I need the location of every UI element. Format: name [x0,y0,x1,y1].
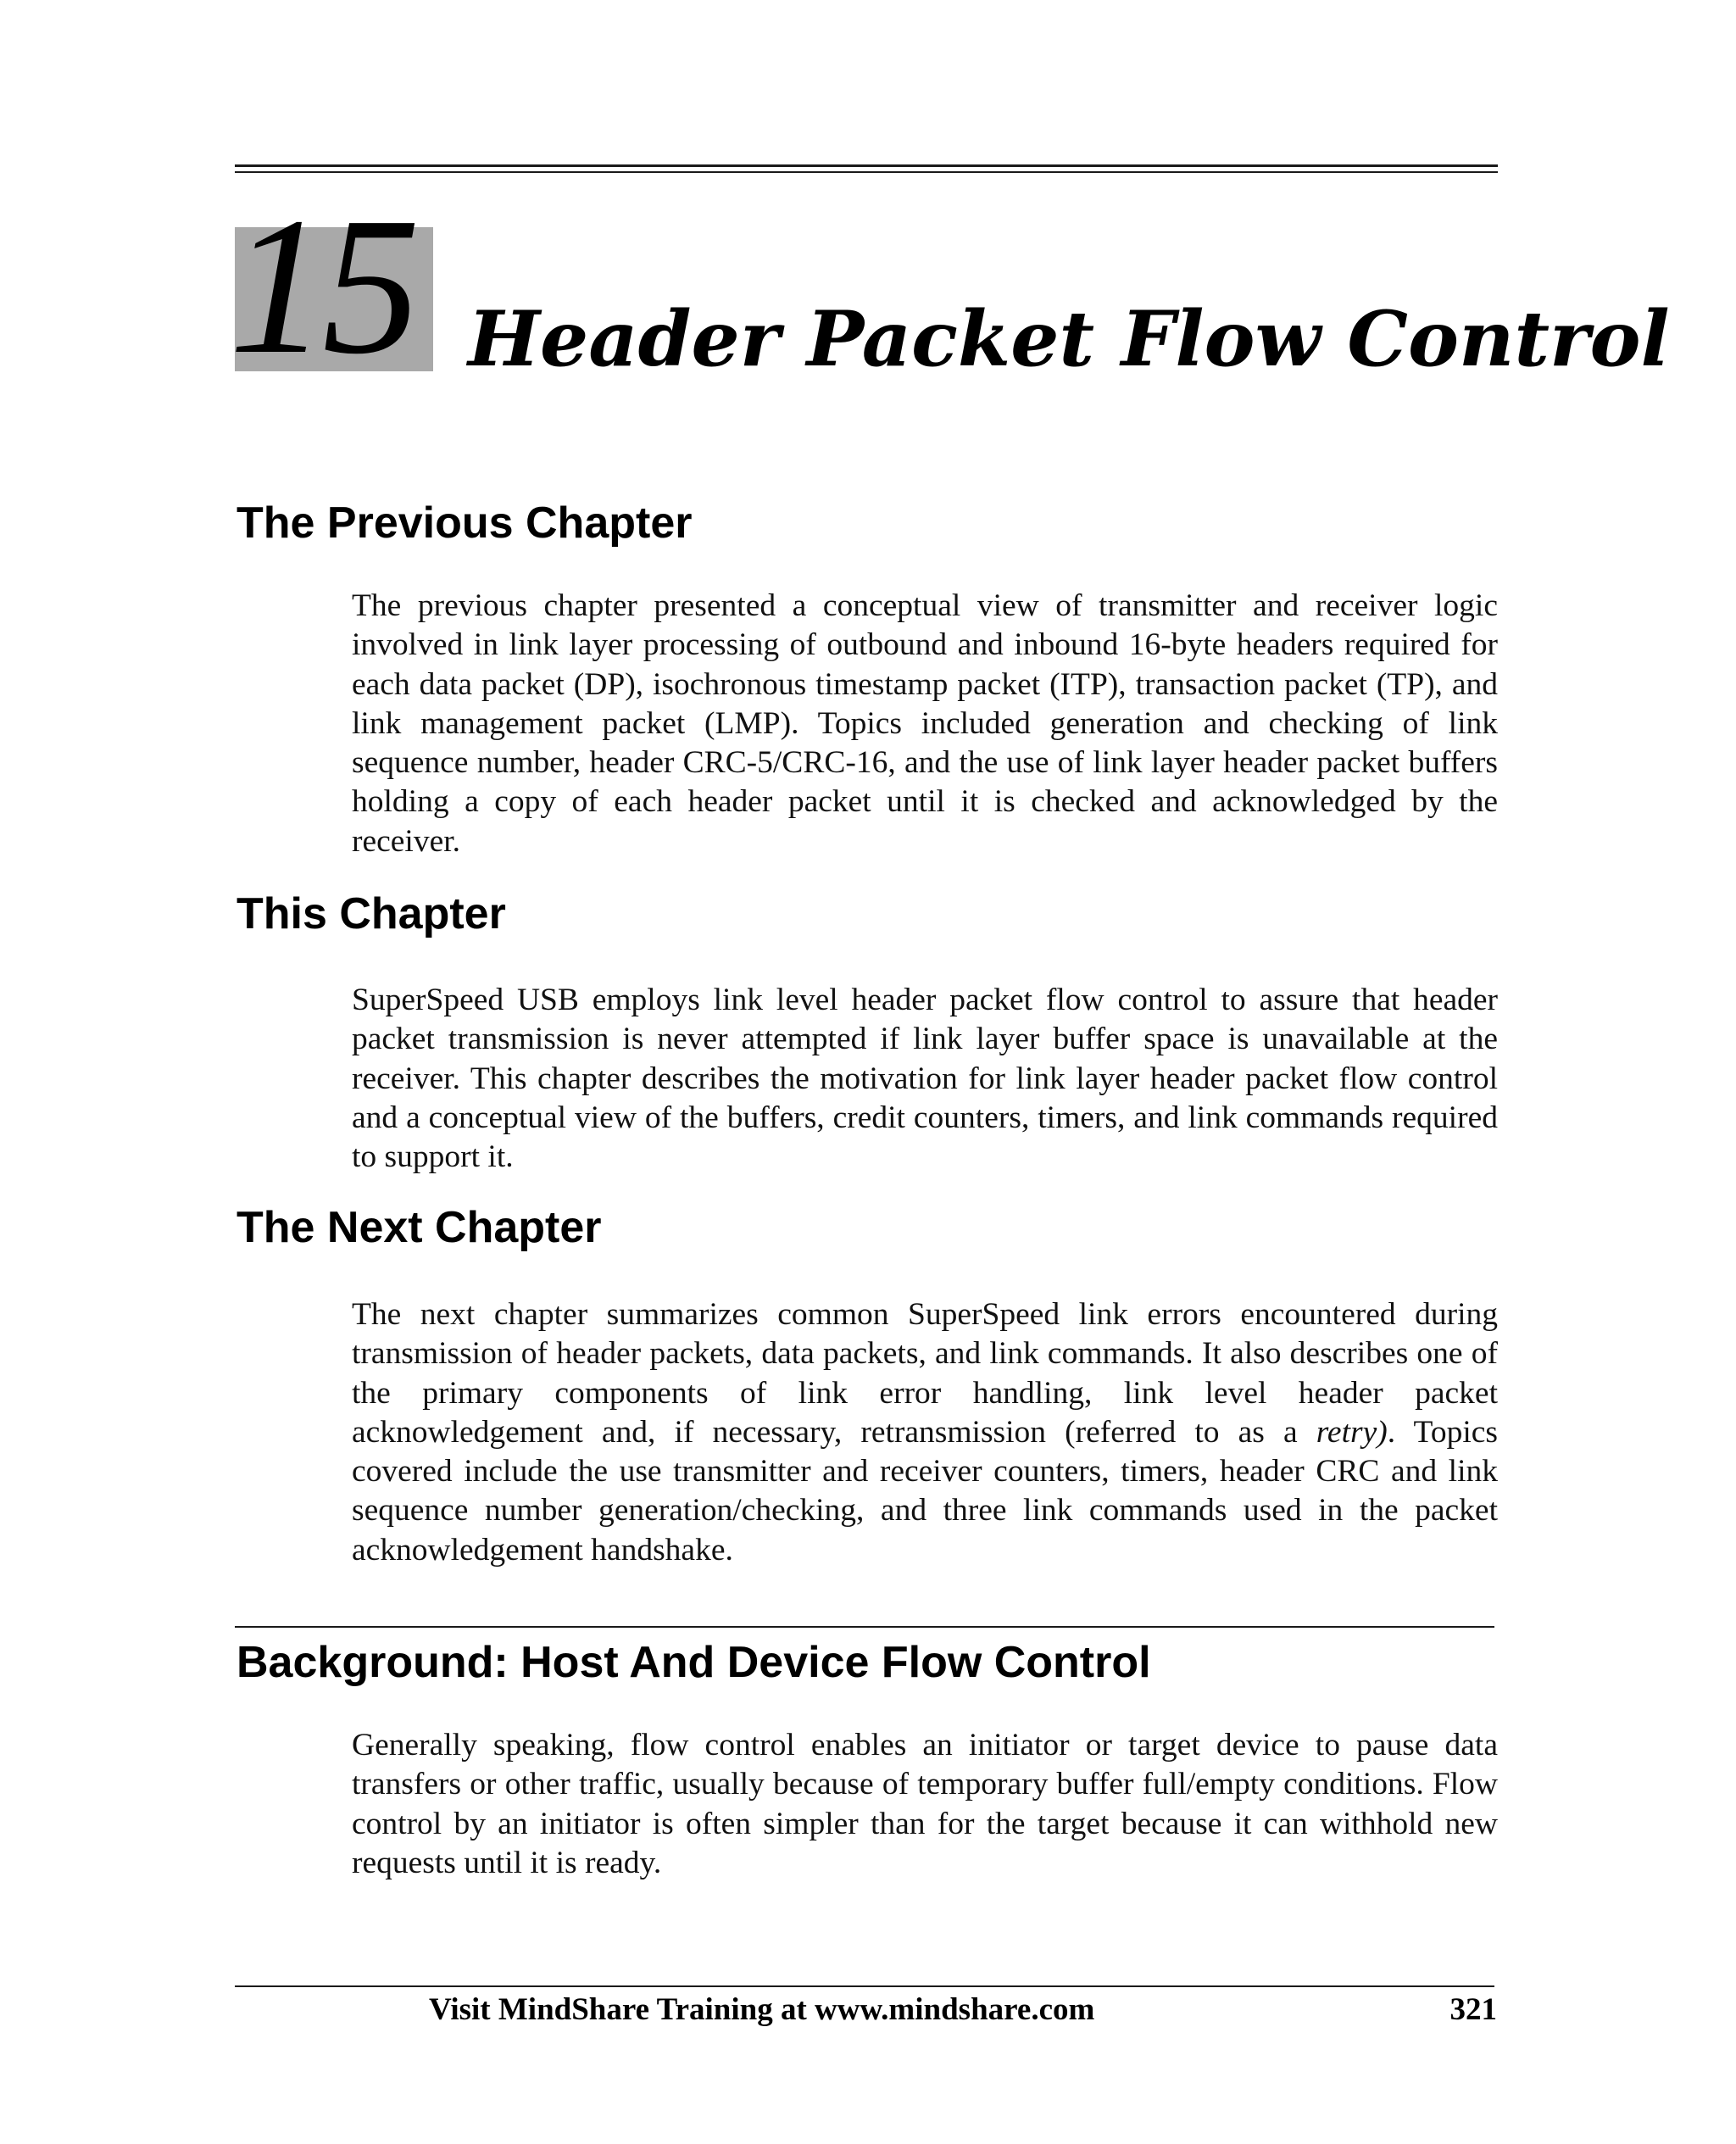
top-rule-thick [235,164,1498,167]
chapter-title: Header Packet Flow Control [468,294,1670,384]
section-heading-previous-chapter: The Previous Chapter [236,498,693,548]
section-divider-rule [235,1626,1494,1628]
section-paragraph-this-chapter: SuperSpeed USB employs link level header packet flow control to assure that header packet transmission is never attempted if link layer buffer space is unavailable at the receiver. This chapter describes the motivation for link layer header packet flow control and a conceptual view of the buffers, credit counters, timers, and link commands required to support it. [352,983,1498,1175]
section-heading-this-chapter: This Chapter [236,889,506,938]
page-number: 321 [1449,1992,1497,2027]
section-heading-next-chapter: The Next Chapter [236,1203,602,1252]
footer-rule [235,1985,1494,1987]
section-paragraph-next-chapter [352,1295,1498,1570]
paragraph-text-segment: . Topics covered include the use transmitter and receiver counters, timers, header CRC and link sequence number generation/checking, and three link commands used in the packet acknowledgement handshake. [352,1414,1498,1568]
chapter-number: 15 [229,177,415,395]
footer-text: Visit MindShare Training at www.mindshare.com [429,1992,1095,2027]
paragraph-text-segment: The next chapter summarizes common SuperSpeed link errors encountered during transmission of header packets, data packets, and link commands. It also describes one of the primary components of link error handling, link level header packet acknowledgement and, if necessary, retransmission (referred to as a [352,1297,1498,1450]
section-heading-background: Background: Host And Device Flow Control [236,1638,1151,1687]
retry-term: retry) [1316,1414,1388,1450]
section-paragraph-previous-chapter: The previous chapter presented a conceptual view of transmitter and receiver logic involved in link layer processing of outbound and inbound 16-byte headers required for each data packet (DP), isochronous timestamp packet (ITP), transaction packet (TP), and link management packet (LMP). Topics included generation and checking of link sequence number, header CRC-5/CRC-16, and the use of link layer header packet buffers holding a copy of each header packet until it is checked and acknowledged by the receiver. [352,588,1498,859]
top-rule-thin [235,171,1498,173]
section-paragraph-background: Generally speaking, flow control enables an initiator or target device to pause data transfers or other traffic, usually because of temporary buffer full/empty conditions. Flow control by an initiator is often simpler than for the target because it can withhold new requests until it is ready. [352,1728,1498,1880]
